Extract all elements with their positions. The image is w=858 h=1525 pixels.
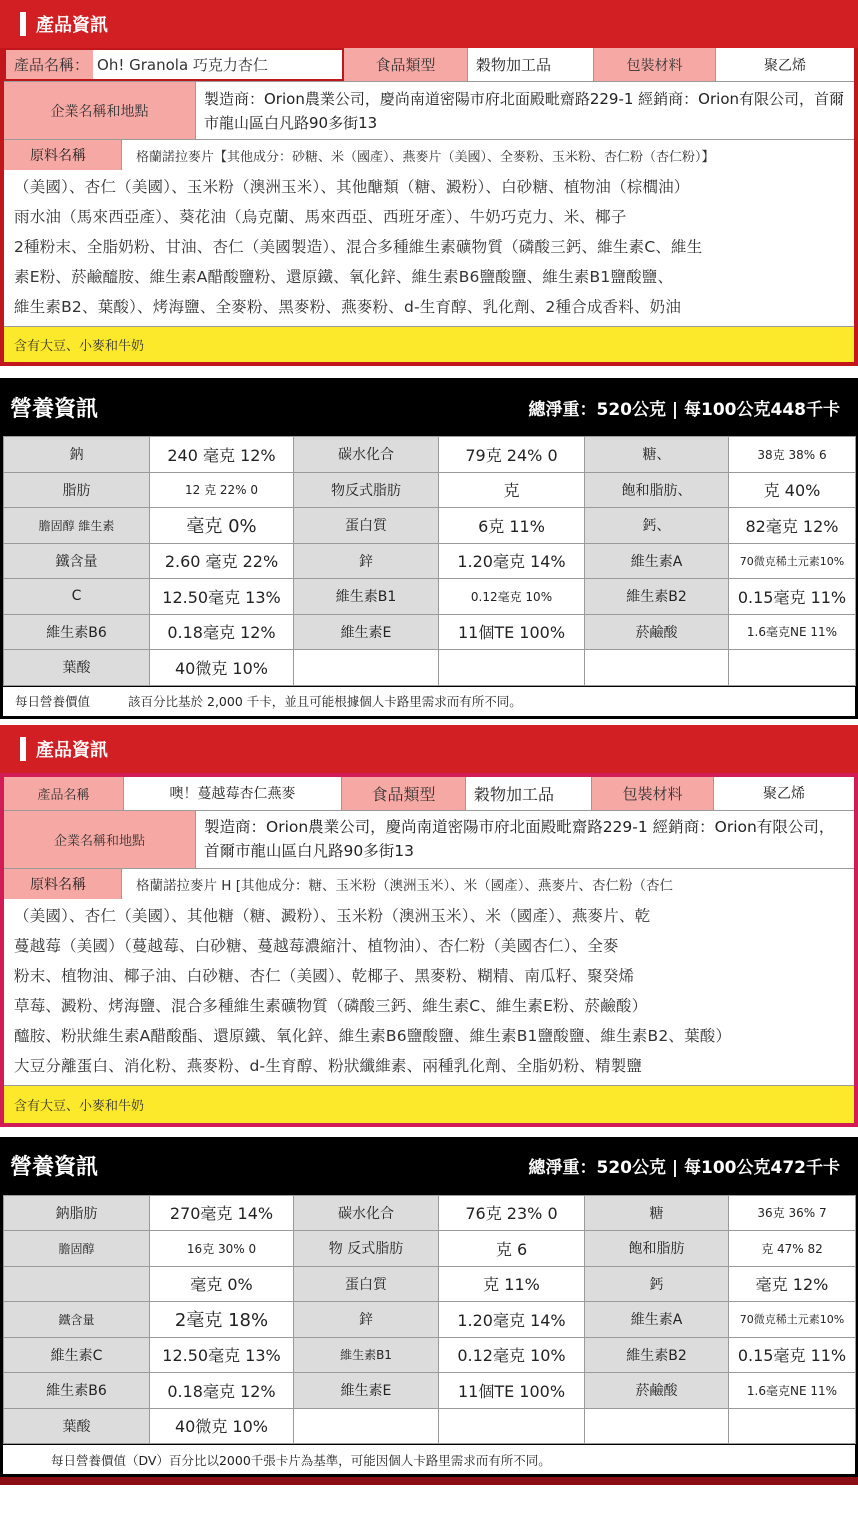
ingredient-line: （美國）、杏仁（美國）、玉米粉（澳洲玉米）、其他醣類（糖、澱粉）、白砂糖、植物油（棕櫚油）: [14, 178, 690, 196]
nutrient-value: 0.12毫克 10%: [439, 579, 585, 615]
nutrition-table: [3, 436, 856, 686]
nutrient-name: 葉酸: [4, 1408, 150, 1444]
company-label: 企業名稱和地點: [4, 811, 196, 868]
ingredient-line: 雨水油（馬來西亞產）、葵花油（烏克蘭、馬來西亞、西班牙產）、牛奶巧克力、米、椰子: [14, 208, 627, 226]
nutrient-value: 2毫克 18%: [150, 1302, 294, 1338]
product-name-value: Oh! Granola 巧克力杏仁: [97, 56, 268, 74]
nutrient-value: 70微克稀土元素10%: [729, 543, 856, 579]
nutrient-name: 脂肪: [4, 472, 150, 508]
empty-cell: [294, 1408, 439, 1444]
nutrient-value: 16克 30% 0: [150, 1231, 294, 1267]
nutrient-value: 12.50毫克 13%: [150, 579, 294, 615]
ingredient-line: 2種粉末、全脂奶粉、甘油、杏仁（美國製造）、混合多種維生素礦物質（磷酸三鈣、維生素C、維生: [14, 238, 703, 256]
nutrient-value: 240 毫克 12%: [150, 437, 294, 473]
nutrient-value: 40微克 10%: [150, 650, 294, 686]
nutrient-name: 鈉脂肪: [4, 1195, 150, 1231]
nutrient-value: 克 40%: [729, 472, 856, 508]
nutrient-name: 碳水化合: [294, 437, 439, 473]
net-weight-calories: 總淨重：520公克 | 每100公克472千卡: [528, 1158, 840, 1178]
nutrient-name: 物 反式脂肪: [294, 1231, 439, 1267]
nutrient-value: 0.15毫克 11%: [729, 1337, 856, 1373]
nutrient-value: 1.6毫克NE 11%: [729, 614, 856, 650]
food-type-label: 食品類型: [342, 777, 466, 810]
daily-value-text: 每日營養價值（DV）百分比以2000千張卡片為基準，可能因個人卡路里需求而有所不同。: [51, 1452, 551, 1468]
nutrient-name: 蛋白質: [294, 1266, 439, 1302]
product-info-panel: [0, 773, 858, 1127]
nutrition-title: 營養資訊: [10, 396, 99, 422]
nutrient-name: 碳水化合: [294, 1195, 439, 1231]
nutrient-name: 鐵含量: [4, 543, 150, 579]
nutrient-value: 6克 11%: [439, 508, 585, 544]
nutrient-name: [4, 1266, 150, 1302]
ingredient-line: （美國）、杏仁（美國）、其他糖（糖、澱粉）、玉米粉（澳洲玉米）、米（國產）、燕麥片、乾: [14, 906, 651, 925]
nutrient-name: 鋅: [294, 1302, 439, 1338]
table-row: [4, 508, 856, 544]
food-type-value: 穀物加工品: [468, 48, 594, 81]
nutrient-value: 1.20毫克 14%: [439, 543, 585, 579]
nutrient-name: 維生素B1: [294, 579, 439, 615]
nutrient-value: 0.18毫克 12%: [150, 614, 294, 650]
empty-cell: [585, 1408, 729, 1444]
allergen-notice: 含有大豆、小麥和牛奶: [4, 326, 854, 362]
product-name-value: 噢！蔓越莓杏仁燕麥: [124, 777, 342, 810]
nutrition-panel: [0, 1195, 858, 1478]
nutrient-value: 270毫克 14%: [150, 1195, 294, 1231]
empty-cell: [585, 650, 729, 686]
nutrition-header: [0, 378, 858, 436]
nutrient-name: 維生素B2: [585, 1337, 729, 1373]
nutrient-value: 0.18毫克 12%: [150, 1373, 294, 1409]
nutrient-name: 膽固醇: [4, 1231, 150, 1267]
nutrient-name: C: [4, 579, 150, 615]
company-label: 企業名稱和地點: [4, 82, 196, 139]
ingredients-label: 原料名稱: [4, 869, 122, 899]
ingredients-text: [4, 170, 854, 326]
product-name-label: 產品名稱：: [6, 50, 93, 79]
nutrient-name: 維生素B6: [4, 1373, 150, 1409]
food-type-label: 食品類型: [344, 48, 468, 81]
nutrient-value: 1.20毫克 14%: [439, 1302, 585, 1338]
ingredients-first-line: 格蘭諾拉麥片【其他成分：砂糖、米（國產）、燕麥片（美國）、全麥粉、玉米粉、杏仁粉（杏仁粉）】: [136, 149, 715, 165]
nutrition-table: [3, 1195, 856, 1445]
nutrient-value: 38克 38% 6: [729, 437, 856, 473]
nutrient-value: 克 6: [439, 1231, 585, 1267]
header-bar-icon: [20, 12, 26, 36]
nutrient-name: 鐵含量: [4, 1302, 150, 1338]
nutrient-name: 維生素B1: [294, 1337, 439, 1373]
nutrient-name: 糖、: [585, 437, 729, 473]
ingredients-label: 原料名稱: [4, 140, 122, 170]
nutrient-value: 毫克 0%: [150, 1266, 294, 1302]
nutrient-name: 維生素A: [585, 543, 729, 579]
nutrient-value: 11個TE 100%: [439, 1373, 585, 1409]
nutrient-name: 物反式脂肪: [294, 472, 439, 508]
daily-value-label: 每日營養價值: [15, 694, 91, 709]
header-bar-icon: [20, 737, 26, 761]
packaging-value: 聚乙烯: [763, 786, 805, 802]
ingredients-block: [4, 140, 854, 326]
ingredients-first-line: 格蘭諾拉麥片 H [其他成分：糖、玉米粉（澳洲玉米）、米（國產）、燕麥片、杏仁粉（杏仁: [136, 877, 673, 894]
ingredient-line: 素E粉、菸鹼醯胺、維生素A醋酸鹽粉、還原鐵、氧化鋅、維生素B6鹽酸鹽、維生素B1鹽酸鹽、: [14, 268, 674, 286]
ingredient-line: 粉末、植物油、椰子油、白砂糖、杏仁（美國）、乾椰子、黑麥粉、糊精、南瓜籽、聚癸烯: [14, 966, 635, 985]
ingredient-line: 維生素B2、葉酸）、烤海鹽、全麥粉、黑麥粉、燕麥粉、d-生育醇、乳化劑、2種合成香料、奶油: [14, 298, 682, 316]
packaging-label: 包裝材料: [594, 48, 716, 81]
nutrient-value: 0.15毫克 11%: [729, 579, 856, 615]
packaging-label: 包裝材料: [592, 777, 714, 810]
bottom-border: [0, 1477, 858, 1485]
nutrient-name: 葉酸: [4, 650, 150, 686]
empty-cell: [294, 650, 439, 686]
nutrient-value: 克: [439, 472, 585, 508]
table-row: [4, 543, 856, 579]
nutrient-value: 毫克 0%: [150, 508, 294, 544]
nutrient-value: 克 47% 82: [729, 1231, 856, 1267]
nutrient-name: 鈣、: [585, 508, 729, 544]
nutrient-name: 鈉: [4, 437, 150, 473]
nutrition-header: [0, 1137, 858, 1195]
nutrient-value: 0.12毫克 10%: [439, 1337, 585, 1373]
nutrient-name: 飽和脂肪、: [585, 472, 729, 508]
table-row: [4, 1408, 856, 1444]
nutrient-name: 維生素B2: [585, 579, 729, 615]
table-row: [4, 1302, 856, 1338]
product-info-title: 產品資訊: [36, 739, 108, 761]
nutrient-value: 40微克 10%: [150, 1408, 294, 1444]
product-info-title: 產品資訊: [36, 15, 108, 36]
empty-cell: [439, 650, 585, 686]
nutrient-name: 鋅: [294, 543, 439, 579]
table-row: [4, 1337, 856, 1373]
nutrient-name: 飽和脂肪: [585, 1231, 729, 1267]
table-row: [4, 1373, 856, 1409]
empty-cell: [729, 650, 856, 686]
nutrition-panel: [0, 436, 858, 719]
ingredients-text: [4, 899, 854, 1085]
product-info-panel: [0, 48, 858, 366]
empty-cell: [729, 1408, 856, 1444]
product-name-label: 產品名稱: [4, 777, 124, 810]
nutrient-value: 82毫克 12%: [729, 508, 856, 544]
ingredient-line: 草莓、澱粉、烤海鹽、混合多種維生素礦物質（磷酸三鈣、維生素C、維生素E粉、菸鹼酸）: [14, 996, 648, 1015]
nutrient-value: 1.6毫克NE 11%: [729, 1373, 856, 1409]
ingredient-line: 蔓越莓（美國）（蔓越莓、白砂糖、蔓越莓濃縮汁、植物油）、杏仁粉（美國杏仁）、全麥: [14, 936, 619, 955]
nutrient-name: 維生素B6: [4, 614, 150, 650]
food-type-value: 穀物加工品: [466, 777, 592, 810]
table-row: [4, 472, 856, 508]
nutrient-name: 維生素E: [294, 614, 439, 650]
table-row: [4, 614, 856, 650]
table-row: [4, 437, 856, 473]
nutrient-name: 蛋白質: [294, 508, 439, 544]
packaging-value: 聚乙烯: [764, 57, 806, 74]
table-row: [4, 1231, 856, 1267]
company-value: 製造商：Orion農業公司，慶尚南道密陽市府北面殿毗齋路229-1 經銷商：Orion有限公司，首爾市龍山區白凡路90多街13: [204, 818, 835, 860]
net-weight-calories: 總淨重：520公克 | 每100公克448千卡: [528, 399, 840, 420]
nutrient-name: 菸鹼酸: [585, 614, 729, 650]
ingredients-block: [4, 869, 854, 1085]
daily-value-note: [3, 1444, 855, 1474]
allergen-notice: 含有大豆、小麥和牛奶: [4, 1085, 854, 1123]
table-row: [4, 579, 856, 615]
table-row: [4, 1266, 856, 1302]
nutrient-name: 維生素A: [585, 1302, 729, 1338]
ingredient-line: 大豆分離蛋白、消化粉、燕麥粉、d-生育醇、粉狀纖維素、兩種乳化劑、全脂奶粉、精製鹽: [14, 1056, 643, 1075]
nutrient-value: 12 克 22% 0: [150, 472, 294, 508]
product-info-header: [0, 0, 858, 48]
nutrient-value: 克 11%: [439, 1266, 585, 1302]
nutrition-title: 營養資訊: [10, 1155, 99, 1180]
nutrient-value: 12.50毫克 13%: [150, 1337, 294, 1373]
daily-value-note: [3, 686, 855, 716]
empty-cell: [439, 1408, 585, 1444]
nutrient-name: 維生素C: [4, 1337, 150, 1373]
nutrient-name: 鈣: [585, 1266, 729, 1302]
nutrient-value: 70微克稀土元素10%: [729, 1302, 856, 1338]
nutrient-name: 維生素E: [294, 1373, 439, 1409]
nutrient-name: 膽固醇 維生素: [4, 508, 150, 544]
nutrient-name: 糖: [585, 1195, 729, 1231]
nutrient-value: 36克 36% 7: [729, 1195, 856, 1231]
daily-value-text: 該百分比基於 2,000 千卡，並且可能根據個人卡路里需求而有所不同。: [128, 694, 522, 709]
nutrient-name: 菸鹼酸: [585, 1373, 729, 1409]
nutrient-value: 76克 23% 0: [439, 1195, 585, 1231]
product-info-header: [0, 725, 858, 773]
nutrient-value: 毫克 12%: [729, 1266, 856, 1302]
nutrient-value: 2.60 毫克 22%: [150, 543, 294, 579]
company-value: 製造商：Orion農業公司，慶尚南道密陽市府北面殿毗齋路229-1 經銷商：Orion有限公司，首爾市龍山區白凡路90多街13: [204, 89, 845, 132]
nutrient-value: 11個TE 100%: [439, 614, 585, 650]
ingredient-line: 醯胺、粉狀維生素A醋酸酯、還原鐵、氧化鋅、維生素B6鹽酸鹽、維生素B1鹽酸鹽、維生素B2、葉酸）: [14, 1026, 732, 1045]
table-row: [4, 1195, 856, 1231]
nutrient-value: 79克 24% 0: [439, 437, 585, 473]
table-row: [4, 650, 856, 686]
